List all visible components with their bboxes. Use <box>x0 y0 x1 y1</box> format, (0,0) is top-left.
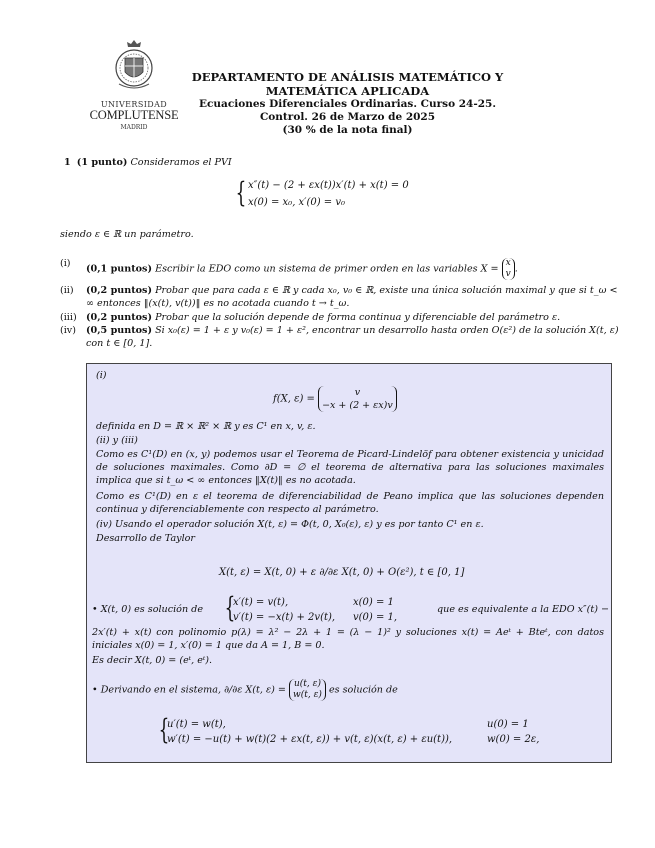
f-vector <box>318 386 397 412</box>
control-date: Control. 26 de Marzo de 2025 <box>259 111 436 123</box>
bullet2 <box>92 679 398 701</box>
document-header <box>170 70 525 137</box>
item-end: . <box>514 263 518 275</box>
b1-ic2: v(0) = 1, <box>353 612 398 623</box>
f-bottom: −x + (2 + εx)v <box>322 400 393 411</box>
var-ic2: w(0) = 2ε, <box>487 734 540 745</box>
pvi-system <box>235 176 409 209</box>
item-iv <box>60 325 620 350</box>
bullet2-post: es solución de <box>328 684 398 696</box>
bullet2-prefix: • Derivando en el sistema, ∂/∂ε X(t, ε) = <box>92 684 286 696</box>
uw-top: u(t, ε) <box>293 679 321 689</box>
item-points: (0,2 puntos) <box>86 312 152 323</box>
logo-line1: UNIVERSIDAD <box>100 100 168 109</box>
system-brace: { <box>224 591 236 624</box>
crest-icon <box>111 38 157 94</box>
item-label: (i) <box>60 258 71 269</box>
uw-vector <box>289 679 326 701</box>
logo-line2: COMPLUTENSE <box>89 108 179 122</box>
paragraph-operator: (iv) Usando el operador solución X(t, ε) = Φ(t, 0, X₀(ε), ε) y es por tanto C¹ en ε. <box>96 519 484 530</box>
item-points: (0,1 puntos) <box>86 263 152 275</box>
var-ic1: u(0) = 1 <box>487 719 529 730</box>
uw-bottom: w(t, ε) <box>293 690 322 700</box>
university-logo <box>84 38 184 131</box>
item-label: (ii) <box>60 285 74 296</box>
item-text: Probar que la solución depende de forma continua y diferenciable del parámetro ε. <box>155 312 561 323</box>
domain-line: definida en D = ℝ × ℝ² × ℝ y es C¹ en x, v, ε. <box>96 421 316 432</box>
paragraph-picard: Como es C¹(D) en (x, y) podemos usar el Teorema de Picard-Lindelöf para obtener existencia y unicidad de soluciones maximales. Como ∂D = ∅ el teorema de alternativa para las soluciones maximales implica que si t_ω < ∞ entonces ‖X(t)‖ es no acotada. <box>96 449 604 486</box>
vector-top: x <box>505 258 511 268</box>
department-line1: DEPARTAMENTO DE ANÁLISIS MATEMÁTICO Y <box>191 70 504 84</box>
vector-x-v <box>502 258 515 280</box>
item-label: (iv) <box>60 325 76 336</box>
f-top: v <box>354 387 361 398</box>
bullet1-continuation: 2x′(t) + x(t) con polinomio p(λ) = λ² − 2λ + 1 = (λ − 1)² y soluciones x(t) = Aeᵗ + Bteᵗ, con datos iniciales x(0) = 1, x′(0) = 1 que da A = 1, B = 0. <box>92 627 604 651</box>
b1-eq2: v′(t) = −x(t) + 2v(t), <box>233 612 336 623</box>
solution-tag-ii: (ii) y (iii) <box>96 435 138 446</box>
problem-number: 1 <box>64 157 71 168</box>
item-text: Probar que para cada ε ∈ ℝ y cada x₀, v₀ ∈ ℝ, existe una única solución maximal y que si t_ω < ∞ entonces ‖(x(t), v(t))‖ es no acotada cuando t → t_ω. <box>86 285 618 309</box>
b1-eq1: x′(t) = v(t), <box>233 597 289 608</box>
grade-weight: (30 % de la nota final) <box>282 124 413 136</box>
item-label: (iii) <box>60 312 77 323</box>
problem-heading <box>64 156 232 169</box>
item-points: (0,2 puntos) <box>86 285 152 296</box>
problem-intro: Consideramos el PVI <box>130 157 232 168</box>
item-iii <box>60 312 620 325</box>
logo-line3: MADRID <box>120 123 148 131</box>
var-eq1: u′(t) = w(t), <box>167 719 226 730</box>
bullet1-result: Es decir X(t, 0) = (eᵗ, eᵗ). <box>92 655 213 666</box>
system-brace: { <box>235 176 247 209</box>
f-definition <box>273 386 397 412</box>
var-eq2: w′(t) = −u(t) + w(t)(2 + εx(t, ε)) + v(t, ε)(x(t, ε) + εu(t)), <box>167 734 453 745</box>
item-i <box>60 258 620 280</box>
f-lhs: f(X, ε) = <box>273 393 315 405</box>
course-line: Ecuaciones Diferenciales Ordinarias. Curso 24-25. <box>199 98 496 110</box>
system-brace: { <box>158 713 170 746</box>
solution-box <box>86 363 612 763</box>
b1-ic1: x(0) = 1 <box>353 597 394 608</box>
item-ii <box>60 285 620 310</box>
problem-points: (1 punto) <box>76 157 128 168</box>
item-text: Si x₀(ε) = 1 + ε y v₀(ε) = 1 + ε², encontrar un desarrollo hasta orden O(ε²) de la solución X(t, ε) con t ∈ [0, 1]. <box>86 325 619 349</box>
item-text: Escribir la EDO como un sistema de primer orden en las variables X = <box>155 263 499 275</box>
solution-tag-i: (i) <box>96 370 107 381</box>
pvi-eq2: x(0) = x₀, x′(0) = v₀ <box>248 197 346 208</box>
bullet1-prefix: • X(t, 0) es solución de <box>92 604 203 615</box>
vector-bottom: v <box>505 269 511 279</box>
item-points: (0,5 puntos) <box>86 325 152 336</box>
taylor-heading: Desarrollo de Taylor <box>96 533 196 544</box>
parameter-line: siendo ε ∈ ℝ un parámetro. <box>60 229 194 240</box>
pvi-eq1: x″(t) − (2 + εx(t))x′(t) + x(t) = 0 <box>248 180 409 191</box>
bullet1-equivalent: que es equivalente a la EDO x″(t) − <box>437 604 610 615</box>
department-line2: MATEMÁTICA APLICADA <box>265 84 430 98</box>
taylor-expansion: X(t, ε) = X(t, 0) + ε ∂/∂ε X(t, 0) + O(ε²), t ∈ [0, 1] <box>219 567 465 578</box>
paragraph-peano: Como es C¹(D) en ε el teorema de diferenciabilidad de Peano implica que las soluciones dependen continua y diferenciablemente con respecto al parámetro. <box>96 491 604 515</box>
